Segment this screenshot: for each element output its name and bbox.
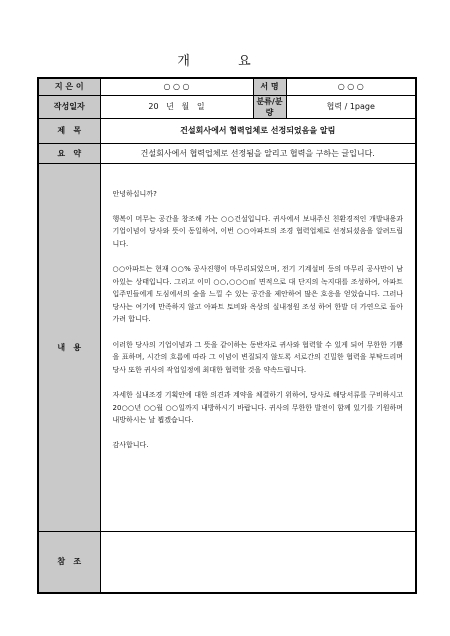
reference-row xyxy=(38,531,416,593)
overview-form xyxy=(37,77,417,594)
date-label: 작성일자 xyxy=(38,95,100,118)
signature-value: ○ ○ ○ xyxy=(286,78,416,95)
body-paragraph-1: 행복이 머무는 공간을 창조해 가는 ○○건설입니다. 귀사에서 보내주신 친환경적인 개발내용과 기업이념이 당사와 뜻이 동일하여, 이번 ○○아파트의 조경 협력업체로 선정되셨음을 알려드립니다. xyxy=(112,214,403,248)
content-body xyxy=(100,163,416,531)
body-greeting: 안녕하십니까? xyxy=(112,189,157,198)
author-label: 지 은 이 xyxy=(38,78,100,95)
category-label: 분류/분량 xyxy=(253,95,286,118)
subject-label: 제 목 xyxy=(38,118,100,143)
summary-label: 요 약 xyxy=(38,143,100,163)
subject-row xyxy=(38,118,416,143)
subject-value: 건설회사에서 협력업체로 선정되었음을 알림 xyxy=(100,118,416,143)
body-paragraph-4: 자세한 실내조경 기획안에 대한 의견과 계약을 체결하기 위하여, 당사로 해당서류를 구비하시고 20○○년 ○○월 ○○일까지 내방하시기 바랍니다. 귀사의 무한한 발전이 함께 있기를 기원하며 내방하시는 날 뵙겠습니다. xyxy=(112,391,403,425)
reference-value xyxy=(100,531,416,593)
author-row xyxy=(38,78,416,95)
content-row xyxy=(38,163,416,531)
author-value: ○ ○ ○ xyxy=(100,78,253,95)
summary-row xyxy=(38,143,416,163)
date-value: 20 년 월 일 xyxy=(100,95,253,118)
category-value: 협력 / 1page xyxy=(286,95,416,118)
body-closing: 감사합니다. xyxy=(112,441,149,450)
signature-label: 서 명 xyxy=(253,78,286,95)
date-row xyxy=(38,95,416,118)
reference-label: 참 조 xyxy=(38,531,100,593)
summary-value: 건설회사에서 협력업체로 선정됨을 알리고 협력을 구하는 글입니다. xyxy=(100,143,416,163)
content-label: 내 용 xyxy=(38,163,100,531)
body-paragraph-2: ○○아파트는 현재 ○○% 공사진행이 마무리되었으며, 전기 기계설비 등의 마무리 공사만이 남아있는 상태입니다. 그리고 이미 ○○,○○○㎡ 면적으로 대 단지의 녹지대를 조성하여, 아파트 입주민들에게 도심에서의 숲을 느낄 수 있는 공간을 제안하여 많은 호응을 얻었습니다. 그러나 당사는 여기에 만족하지 않고 아파트 토비와 옥상의 실내정원 조성 하여 한발 더 가연으로 돌아가려 합니다. xyxy=(112,265,403,324)
page-title: 개 요 xyxy=(177,54,273,69)
body-paragraph-3: 이러한 당사의 기업이념과 그 뜻을 같이하는 동반자로 귀사와 협력할 수 있게 되어 무한한 기쁨을 표하며, 시간의 흐름에 따라 그 이념이 변질되지 않도록 서로간의 긴밀한 협력을 부탁드리며 당사 또한 귀사의 작업일정에 최대한 협력할 것을 약속드립니다. xyxy=(112,340,403,374)
